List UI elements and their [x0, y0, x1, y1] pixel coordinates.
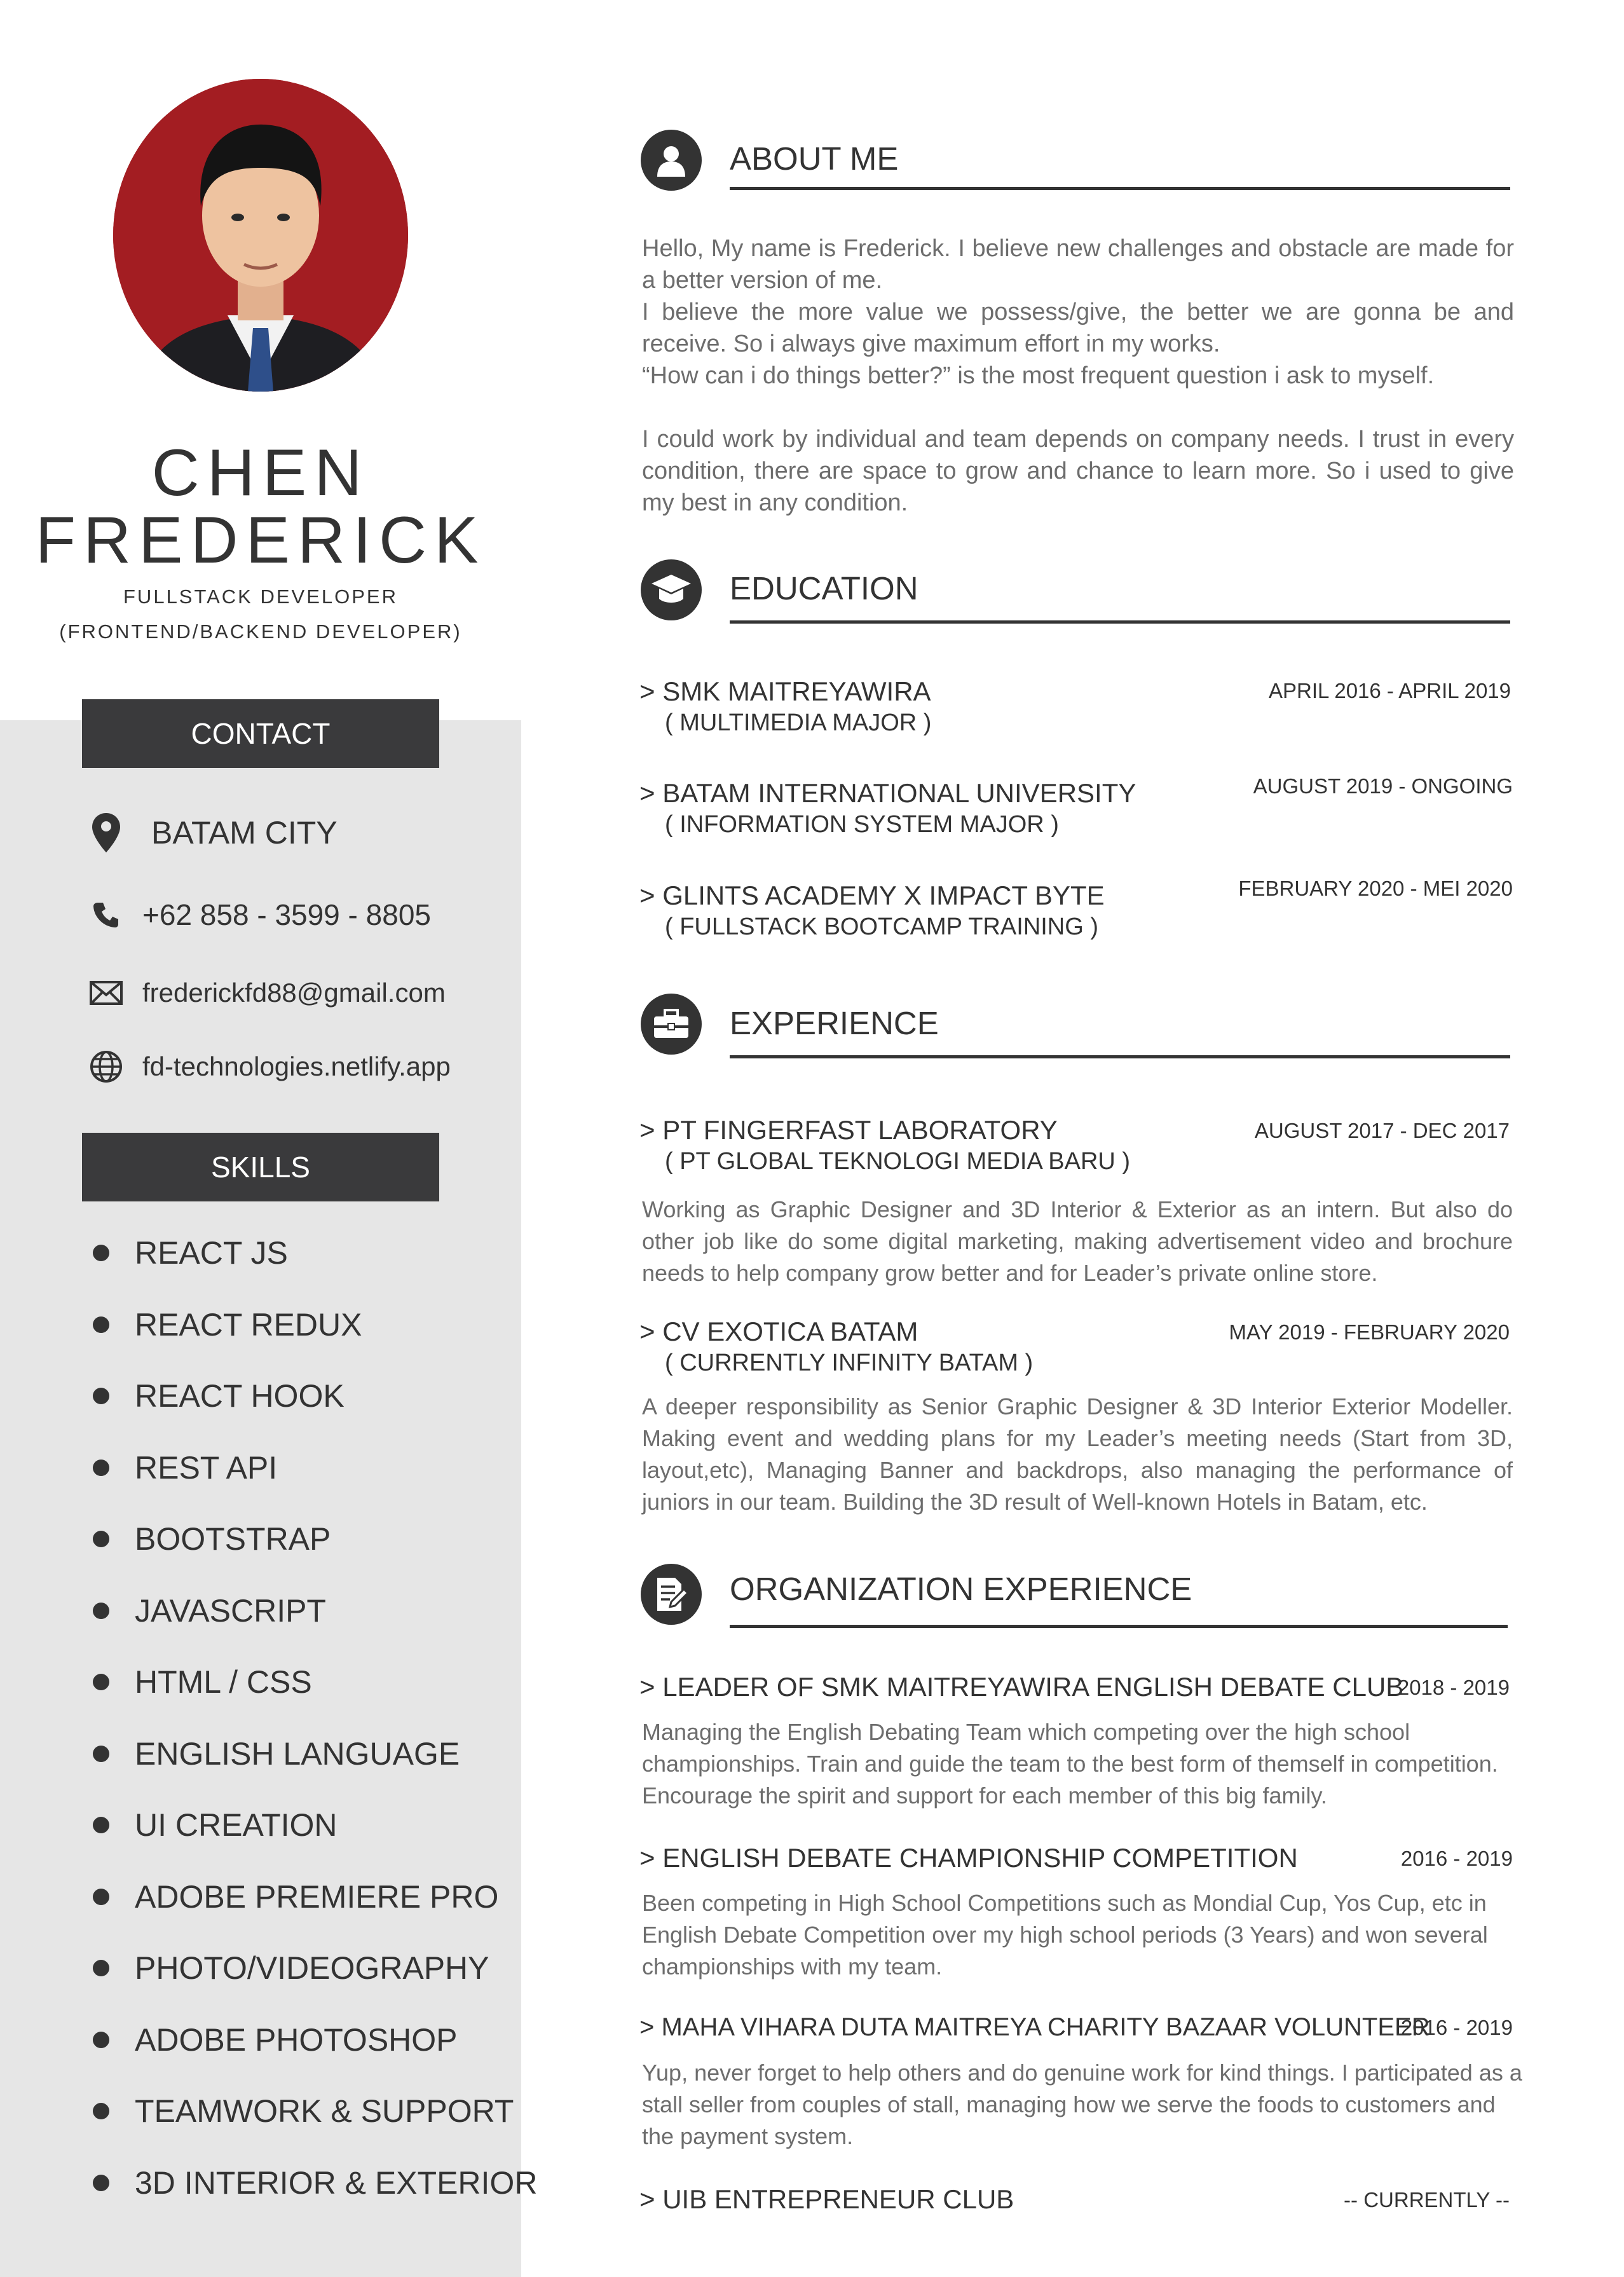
education-subtitle: ( MULTIMEDIA MAJOR ) — [665, 709, 932, 736]
skill-label: UI CREATION — [135, 1807, 338, 1843]
bullet-icon — [93, 1245, 109, 1261]
document-edit-icon — [641, 1564, 702, 1625]
organization-description: Been competing in High School Competitions such as Mondial Cup, Yos Cup, etc in English Debate Competition over my high school periods (3 Years) and won several championships with my team. — [642, 1890, 1488, 1980]
organization-title: > MAHA VIHARA DUTA MAITREYA CHARITY BAZAAR VOLUNTEER — [639, 2013, 1430, 2041]
education-title: > GLINTS ACADEMY X IMPACT BYTE — [639, 880, 1105, 910]
profile-photo — [113, 79, 408, 392]
globe-icon — [89, 1050, 123, 1084]
envelope-icon — [89, 976, 123, 1010]
about-heading: ABOUT ME — [730, 140, 899, 177]
skill-label: TEAMWORK & SUPPORT — [135, 2093, 514, 2129]
city-text: BATAM CITY — [151, 815, 338, 851]
education-subtitle: ( INFORMATION SYSTEM MAJOR ) — [665, 811, 1059, 838]
organization-title: > LEADER OF SMK MAITREYAWIRA ENGLISH DEBATE CLUB — [639, 1672, 1404, 1702]
skill-item — [93, 1449, 277, 1486]
person-portrait-icon — [113, 79, 408, 392]
contact-city — [89, 814, 338, 851]
experience-subtitle: ( CURRENTLY INFINITY BATAM ) — [665, 1350, 1034, 1376]
phone-icon — [89, 898, 123, 932]
skill-item — [93, 2093, 514, 2130]
experience-date: AUGUST 2017 - DEC 2017 — [1254, 1119, 1510, 1142]
website-link[interactable]: fd-technologies.netlify.app — [142, 1051, 451, 1081]
role-title: FULLSTACK DEVELOPER — [123, 585, 398, 608]
bullet-icon — [93, 1817, 109, 1833]
contact-email[interactable] — [89, 976, 446, 1010]
skill-item — [93, 1878, 498, 1915]
education-heading: EDUCATION — [730, 570, 918, 606]
skill-item — [93, 2021, 458, 2058]
about-line: “How can i do things better?” is the most frequent question i ask to myself. — [642, 362, 1435, 389]
skill-label: ADOBE PREMIERE PRO — [135, 1879, 499, 1915]
bullet-icon — [93, 1388, 109, 1404]
skill-item — [93, 1592, 326, 1629]
experience-date: MAY 2019 - FEBRUARY 2020 — [1229, 1320, 1510, 1344]
organization-description: Yup, never forget to help others and do genuine work for kind things. I participated as a stall seller from couples of stall, managing how we serve the foods to customers and the payment system. — [642, 2060, 1522, 2149]
organization-date: 2016 - 2019 — [1400, 2016, 1513, 2039]
briefcase-icon — [641, 994, 702, 1055]
skill-item — [93, 1807, 338, 1843]
skill-label: BOOTSTRAP — [135, 1521, 331, 1557]
bullet-icon — [93, 1603, 109, 1619]
bullet-icon — [93, 1316, 109, 1333]
first-name: CHEN — [151, 436, 370, 510]
person-icon — [641, 130, 702, 191]
about-divider — [730, 187, 1510, 190]
role-subtitle: (FRONTEND/BACKEND DEVELOPER) — [59, 620, 462, 643]
skill-label: PHOTO/VIDEOGRAPHY — [135, 1950, 489, 1986]
about-text — [642, 233, 1514, 519]
skill-label: ENGLISH LANGUAGE — [135, 1736, 460, 1772]
contact-heading: CONTACT — [82, 699, 439, 768]
skill-label: REST API — [135, 1450, 278, 1486]
skill-label: JAVASCRIPT — [135, 1593, 326, 1629]
experience-description: Working as Graphic Designer and 3D Interior & Exterior as an intern. But also do other job like do some digital marketing, making advertisement video and brochure needs to help company grow better and for Leader’s private online store. — [642, 1196, 1513, 1286]
organization-description: Managing the English Debating Team which competing over the high school championships. Train and guide the team to the best form of themself in competition. Encourage the spirit and support for each member of this big family. — [642, 1719, 1498, 1809]
bullet-icon — [93, 1460, 109, 1476]
bullet-icon — [93, 1531, 109, 1547]
skill-item — [93, 1521, 331, 1557]
skill-item — [93, 1664, 312, 1700]
bullet-icon — [93, 2103, 109, 2119]
organization-date: 2016 - 2019 — [1400, 1847, 1513, 1870]
education-title: > BATAM INTERNATIONAL UNIVERSITY — [639, 778, 1136, 808]
skill-label: REACT REDUX — [135, 1307, 362, 1343]
organization-date: 2018 - 2019 — [1397, 1676, 1510, 1699]
organization-title: > UIB ENTREPRENEUR CLUB — [639, 2184, 1014, 2214]
education-date: AUGUST 2019 - ONGOING — [1253, 774, 1513, 798]
bullet-icon — [93, 2032, 109, 2048]
about-line: Hello, My name is Frederick. I believe new challenges and obstacle are made for a better version of me. — [642, 235, 1514, 294]
education-title: > SMK MAITREYAWIRA — [639, 676, 931, 706]
graduation-cap-icon — [641, 559, 702, 620]
bullet-icon — [93, 1889, 109, 1905]
experience-subtitle: ( PT GLOBAL TEKNOLOGI MEDIA BARU ) — [665, 1148, 1131, 1175]
skill-item — [93, 2164, 537, 2201]
experience-divider — [730, 1055, 1510, 1058]
skill-item — [93, 1950, 489, 1986]
skill-label: REACT HOOK — [135, 1378, 345, 1414]
skill-label: 3D INTERIOR & EXTERIOR — [135, 2165, 538, 2201]
skills-heading: SKILLS — [82, 1133, 439, 1201]
bullet-icon — [93, 1960, 109, 1976]
education-date: APRIL 2016 - APRIL 2019 — [1269, 679, 1511, 702]
skill-item — [93, 1306, 362, 1343]
bullet-icon — [93, 1746, 109, 1762]
skill-label: REACT JS — [135, 1235, 288, 1271]
experience-title: > PT FINGERFAST LABORATORY — [639, 1115, 1058, 1145]
contact-phone — [89, 898, 431, 932]
skill-label: HTML / CSS — [135, 1664, 312, 1700]
skill-item — [93, 1735, 460, 1772]
contact-website[interactable] — [89, 1050, 451, 1084]
experience-description: A deeper responsibility as Senior Graphic Designer & 3D Interior Exterior Modeller. Making event and wedding plans for my Leader’s meeting needs (Start from 3D, layout,etc), Managing Banner and backdrops, also managing the performance of juniors in our team. Building the 3D result of Well-known Hotels in Batam, etc. — [642, 1393, 1513, 1515]
phone-text: +62 858 - 3599 - 8805 — [142, 898, 431, 931]
organization-heading: ORGANIZATION EXPERIENCE — [730, 1571, 1192, 1607]
organization-divider — [730, 1625, 1508, 1628]
email-link[interactable]: frederickfd88@gmail.com — [142, 978, 446, 1008]
experience-heading: EXPERIENCE — [730, 1005, 939, 1041]
skill-label: ADOBE PHOTOSHOP — [135, 2022, 458, 2058]
education-date: FEBRUARY 2020 - MEI 2020 — [1238, 877, 1513, 900]
organization-date: -- CURRENTLY -- — [1344, 2188, 1510, 2212]
experience-title: > CV EXOTICA BATAM — [639, 1316, 918, 1346]
bullet-icon — [93, 1674, 109, 1690]
education-divider — [730, 620, 1510, 624]
organization-title: > ENGLISH DEBATE CHAMPIONSHIP COMPETITION — [639, 1843, 1298, 1873]
about-line: I believe the more value we possess/give, the better we are gonna be and receive. So i always give maximum effort in my works. — [642, 299, 1514, 357]
about-line: I could work by individual and team depends on company needs. I trust in every condition, there are space to grow and chance to learn more. So i used to give my best in any condition. — [642, 426, 1514, 516]
last-name: FREDERICK — [35, 503, 486, 577]
education-subtitle: ( FULLSTACK BOOTCAMP TRAINING ) — [665, 913, 1098, 940]
bullet-icon — [93, 2175, 109, 2191]
skill-item — [93, 1378, 345, 1414]
location-pin-icon — [89, 816, 123, 850]
skill-item — [93, 1234, 288, 1271]
